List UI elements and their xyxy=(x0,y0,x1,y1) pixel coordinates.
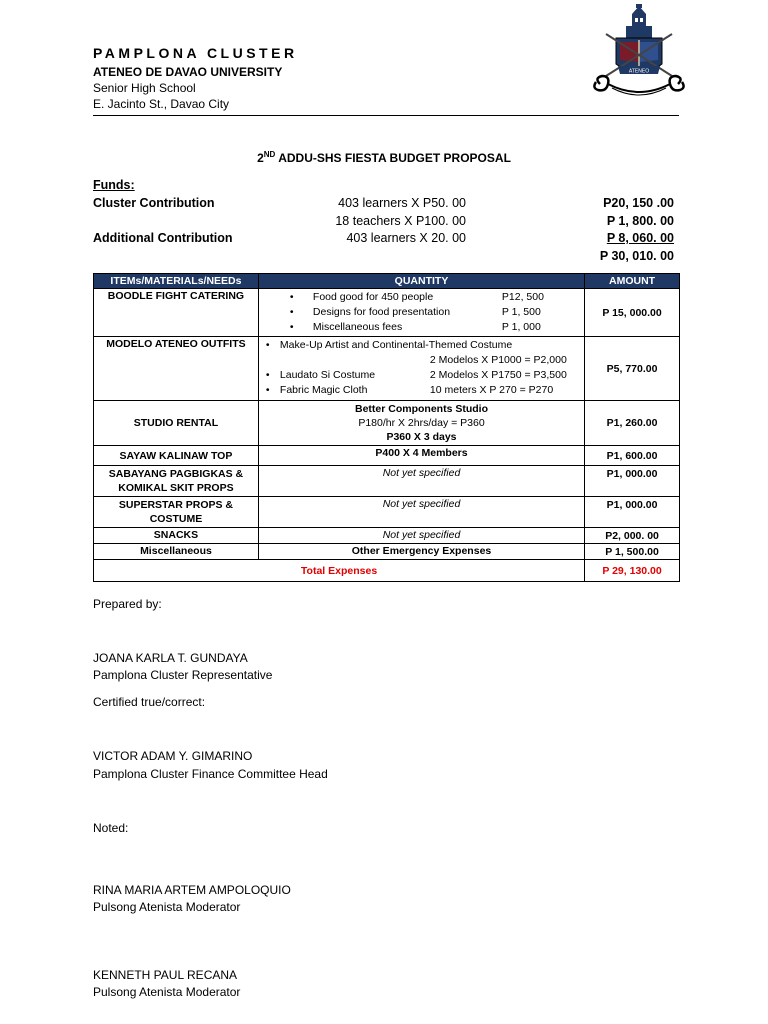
table-row xyxy=(94,401,680,446)
school-address: E. Jacinto St., Davao City xyxy=(93,97,230,111)
table-row xyxy=(94,446,680,466)
item-cell: SABAYANG PAGBIGKAS & KOMIKAL SKIT PROPS xyxy=(94,466,259,497)
prepared-label: Prepared by: xyxy=(93,597,162,611)
quantity-cell: P400 X 4 Members xyxy=(258,446,584,466)
column-header-items: ITEMs/MATERIALs/NEEDs xyxy=(94,274,259,289)
amount-cell: P1, 260.00 xyxy=(585,401,680,446)
cluster-title: PAMPLONA CLUSTER xyxy=(93,45,298,61)
quantity-cell: • Food good for 450 people P12, 500 • Designs for food presentation P 1, 500 • Miscellaneous fees P 1, 000 xyxy=(258,289,584,337)
fund-name: Cluster Contribution xyxy=(93,196,215,210)
fund-amount: P 8, 060. 00 xyxy=(606,231,674,245)
item-cell: SNACKS xyxy=(94,528,259,544)
table-row xyxy=(94,497,680,528)
budget-table xyxy=(93,273,680,582)
amount-cell: P2, 000. 00 xyxy=(585,528,680,544)
column-header-quantity: QUANTITY xyxy=(258,274,584,289)
quantity-cell: Other Emergency Expenses xyxy=(258,544,584,560)
total-label: Total Expenses xyxy=(94,560,585,582)
header-divider xyxy=(93,115,679,116)
amount-cell: P1, 600.00 xyxy=(585,446,680,466)
amount-cell: P5, 770.00 xyxy=(585,337,680,401)
amount-cell: P 15, 000.00 xyxy=(585,289,680,337)
item-cell: Miscellaneous xyxy=(94,544,259,560)
school-division: Senior High School xyxy=(93,81,196,95)
table-row xyxy=(94,289,680,337)
item-cell: STUDIO RENTAL xyxy=(94,401,259,446)
fund-name: Additional Contribution xyxy=(93,231,233,245)
funds-label: Funds: xyxy=(93,178,135,192)
table-row xyxy=(94,337,680,401)
table-row xyxy=(94,466,680,497)
amount-cell: P1, 000.00 xyxy=(585,497,680,528)
quantity-cell: Not yet specified xyxy=(258,497,584,528)
table-header-row xyxy=(94,274,680,289)
fund-amount: P 1, 800. 00 xyxy=(606,214,674,228)
table-total-row xyxy=(94,560,680,582)
item-cell: SAYAW KALINAW TOP xyxy=(94,446,259,466)
fund-calc: 18 teachers X P100. 00 xyxy=(335,214,466,228)
certified-label: Certified true/correct: xyxy=(93,695,206,709)
quantity-cell: Not yet specified xyxy=(258,466,584,497)
fund-calc: 403 learners X P50. 00 xyxy=(338,196,466,210)
quantity-cell: • Make-Up Artist and Continental-Themed Costume 2 Modelos X P1000 = P2,000 • Laudato Si Costume 2 Modelos X P1750 = P3,500 • Fabric Magic Cloth 10 meters X P 270 = P270 xyxy=(258,337,584,401)
table-row xyxy=(94,528,680,544)
noted-role: Pulsong Atenista Moderator xyxy=(93,900,241,914)
certified-role: Pamplona Cluster Finance Committee Head xyxy=(93,767,328,781)
table-row xyxy=(94,544,680,560)
column-header-amount: AMOUNT xyxy=(585,274,680,289)
fund-amount: P20, 150 .00 xyxy=(603,196,674,210)
fund-total: P 30, 010. 00 xyxy=(599,249,674,263)
noted-role: Pulsong Atenista Moderator xyxy=(93,985,241,999)
noted-label: Noted: xyxy=(93,821,129,835)
university-name: ATENEO DE DAVAO UNIVERSITY xyxy=(93,65,283,79)
prepared-name: JOANA KARLA T. GUNDAYA xyxy=(93,651,248,665)
quantity-cell: Better Components Studio P180/hr X 2hrs/day = P360 P360 X 3 days xyxy=(258,401,584,446)
amount-cell: P 1, 500.00 xyxy=(585,544,680,560)
crest-banner-text: ATENEO xyxy=(628,68,650,75)
amount-cell: P1, 000.00 xyxy=(585,466,680,497)
fund-calc: 403 learners X 20. 00 xyxy=(346,231,466,245)
document-title: 2ND ADDU-SHS FIESTA BUDGET PROPOSAL xyxy=(257,150,511,165)
quantity-cell: Not yet specified xyxy=(258,528,584,544)
prepared-role: Pamplona Cluster Representative xyxy=(93,668,273,682)
noted-name: RINA MARIA ARTEM AMPOLOQUIO xyxy=(93,883,291,897)
item-cell: SUPERSTAR PROPS & COSTUME xyxy=(94,497,259,528)
noted-name: KENNETH PAUL RECANA xyxy=(93,968,238,982)
total-amount: P 29, 130.00 xyxy=(585,560,680,582)
certified-name: VICTOR ADAM Y. GIMARINO xyxy=(93,749,253,763)
item-cell: BOODLE FIGHT CATERING xyxy=(94,289,259,337)
item-cell: MODELO ATENEO OUTFITS xyxy=(94,337,259,401)
school-crest-icon xyxy=(592,4,686,100)
